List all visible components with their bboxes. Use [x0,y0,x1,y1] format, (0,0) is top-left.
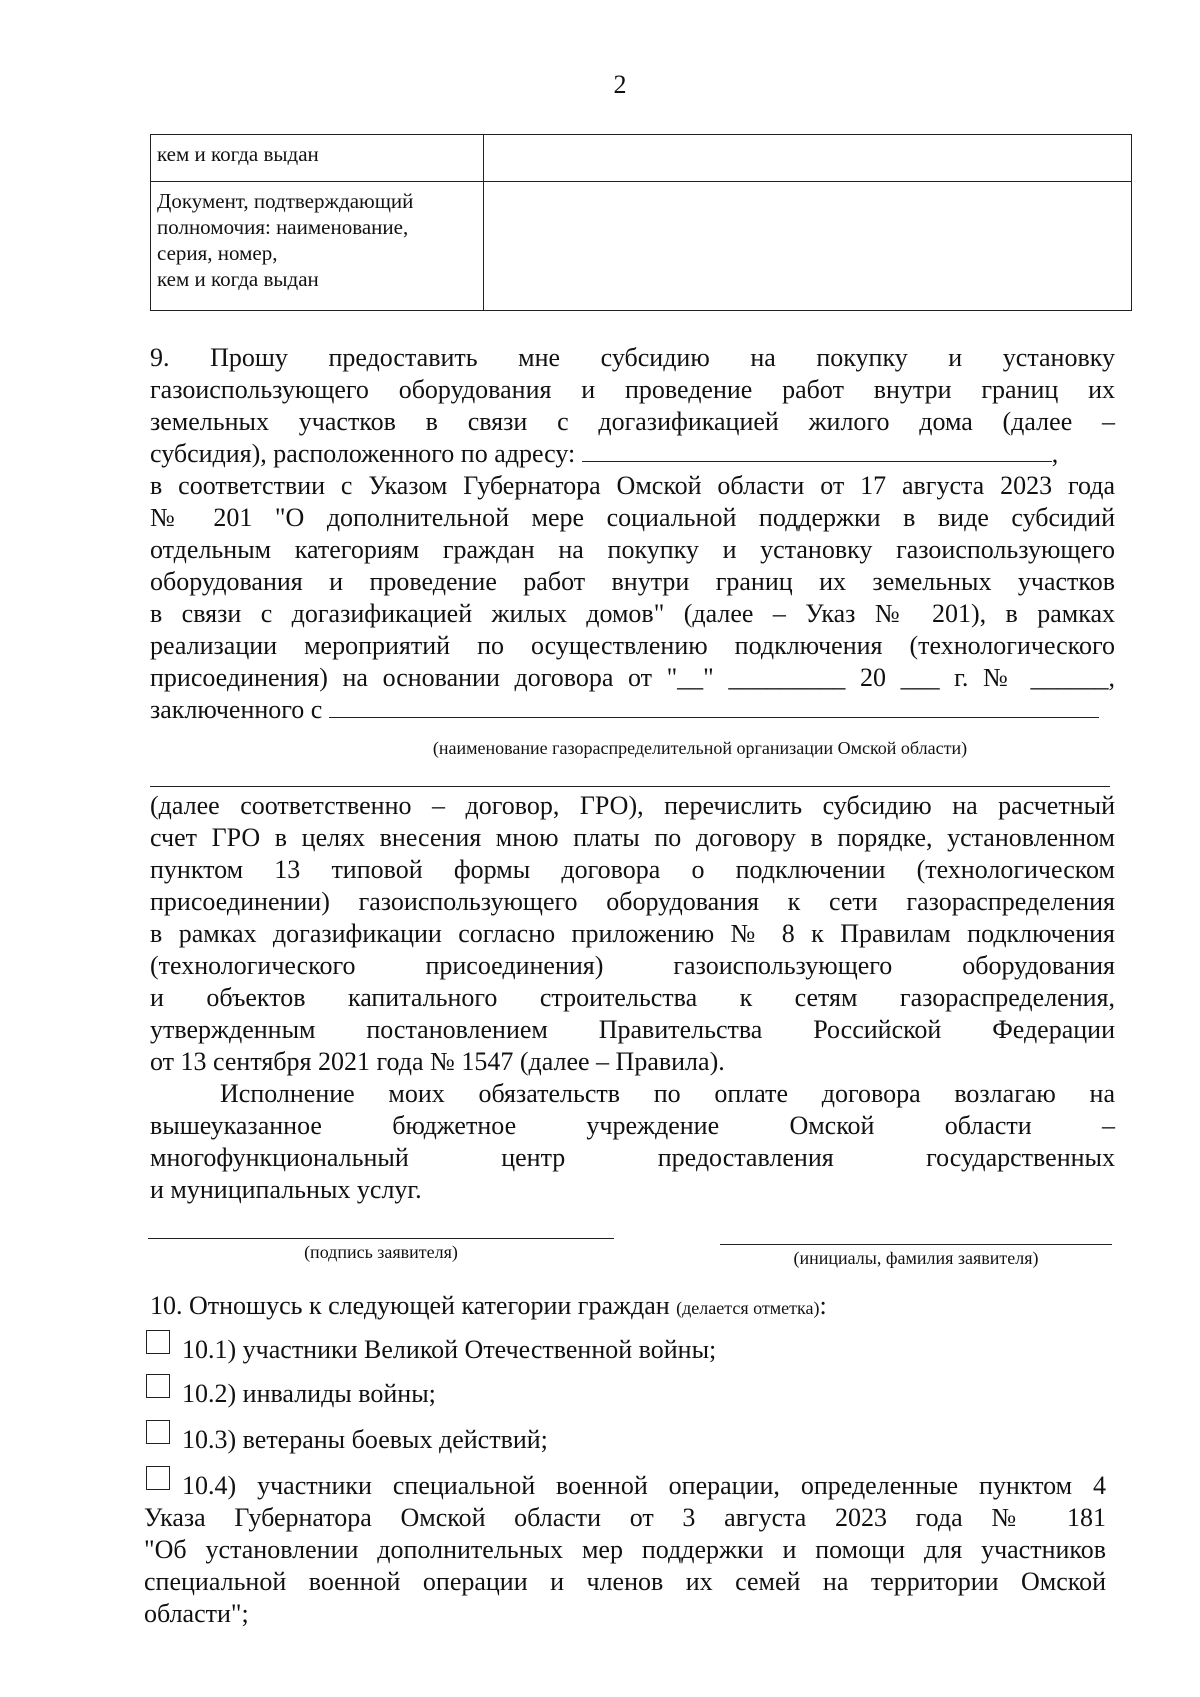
category-10-3-label: 10.3) ветераны боевых действий; [182,1425,548,1454]
text-line: Исполнение моих обязательств по оплате договора возлагаю на [220,1079,1115,1108]
gro-name-field[interactable] [329,695,1099,718]
category-10-1-label: 10.1) участники Великой Отечественной войны; [182,1335,717,1364]
table-row [151,135,1132,182]
checkbox-category-10-3[interactable] [146,1420,170,1444]
text-line: земельных участков в связи с догазификацией жилого дома (далее – [150,407,1115,436]
address-field[interactable] [582,439,1052,462]
text-line: № 201 "О дополнительной мере социальной поддержки в виде субсидий [150,503,1115,532]
text-line: пунктом 13 типовой формы договора о подключении (технологическом [150,855,1115,884]
checkbox-category-10-1[interactable] [146,1330,170,1354]
text-line: многофункциональный центр предоставления государственных [150,1143,1115,1172]
text-line: оборудования и проведение работ внутри границ их земельных участков [150,567,1115,596]
gro-name-continuation-line[interactable] [150,786,1110,787]
signature-caption: (подпись заявителя) [304,1242,458,1262]
text-line: Указа Губернатора Омской области от 3 августа 2023 года № 181 [144,1503,1106,1532]
table-label-cell: Документ, подтверждающий полномочия: наименование, серия, номер, кем и когда выдан [151,182,484,311]
text-line: от 13 сентября 2021 года № 1547 (далее – Правила). [150,1047,725,1076]
text-line: в рамках догазификации согласно приложению № 8 к Правилам подключения [150,919,1115,948]
checkbox-category-10-2[interactable] [146,1374,170,1398]
table-row [151,182,1132,311]
name-caption: (инициалы, фамилия заявителя) [793,1248,1039,1268]
text-line: отдельным категориям граждан на покупку и установку газоиспользующего [150,535,1115,564]
category-10-2-label: 10.2) инвалиды войны; [182,1379,436,1408]
text-line: 10.4) участники специальной военной операции, определенные пунктом 4 [182,1471,1106,1500]
text-line: (далее соответственно – договор, ГРО), перечислить субсидию на расчетный [150,791,1115,820]
name-line[interactable] [720,1244,1112,1245]
text-line: в соответствии с Указом Губернатора Омской области от 17 августа 2023 года [150,471,1115,500]
section-10-heading: 10. Отношусь к следующей категории граждан (делается отметка): [150,1291,827,1320]
text-line: субсидия), расположенного по адресу: , [150,439,1059,468]
table-value-cell[interactable] [484,182,1132,311]
table-label-cell: кем и когда выдан [151,135,484,182]
section-9-paragraph-cont [150,790,1115,1078]
text-line: присоединении) газоиспользующего оборудования к сети газораспределения [150,887,1115,916]
text-line: области"; [144,1599,249,1628]
text-line: газоиспользующего оборудования и проведение работ внутри границ их [150,375,1115,404]
text-line: заключенного с [150,694,1115,726]
text-line: в связи с догазификацией жилых домов" (далее – Указ № 201), в рамках [150,599,1115,628]
text-line: (технологического присоединения) газоиспользующего оборудования [150,951,1115,980]
text-line: 9. Прошу предоставить мне субсидию на покупку и установку [150,343,1115,372]
text-line: и объектов капитального строительства к сетям газораспределения, [150,983,1115,1012]
text-line: и муниципальных услуг. [150,1175,422,1204]
text-line: реализации мероприятий по осуществлению подключения (технологического [150,631,1115,660]
text-line: счет ГРО в целях внесения мною платы по договору в порядке, установленном [150,823,1115,852]
text-line: присоединения) на основании договора от "__" _________ 20 ___ г. № ______, [150,663,1115,692]
text-line: специальной военной операции и членов их семей на территории Омской [144,1567,1106,1596]
text-line: "Об установлении дополнительных мер поддержки и помощи для участников [144,1535,1106,1564]
text-line: вышеуказанное бюджетное учреждение Омской области – [150,1111,1115,1140]
applicant-info-table [150,134,1132,311]
category-10-4-label [144,1470,1106,1630]
section-9-paragraph [150,342,1115,726]
gro-caption: (наименование газораспределительной организации Омской области) [432,738,968,758]
page-number: 2 [613,70,627,99]
signature-line[interactable] [148,1238,614,1239]
obligation-paragraph [150,1078,1115,1206]
table-value-cell[interactable] [484,135,1132,182]
text-line: утвержденным постановлением Правительства Российской Федерации [150,1015,1115,1044]
